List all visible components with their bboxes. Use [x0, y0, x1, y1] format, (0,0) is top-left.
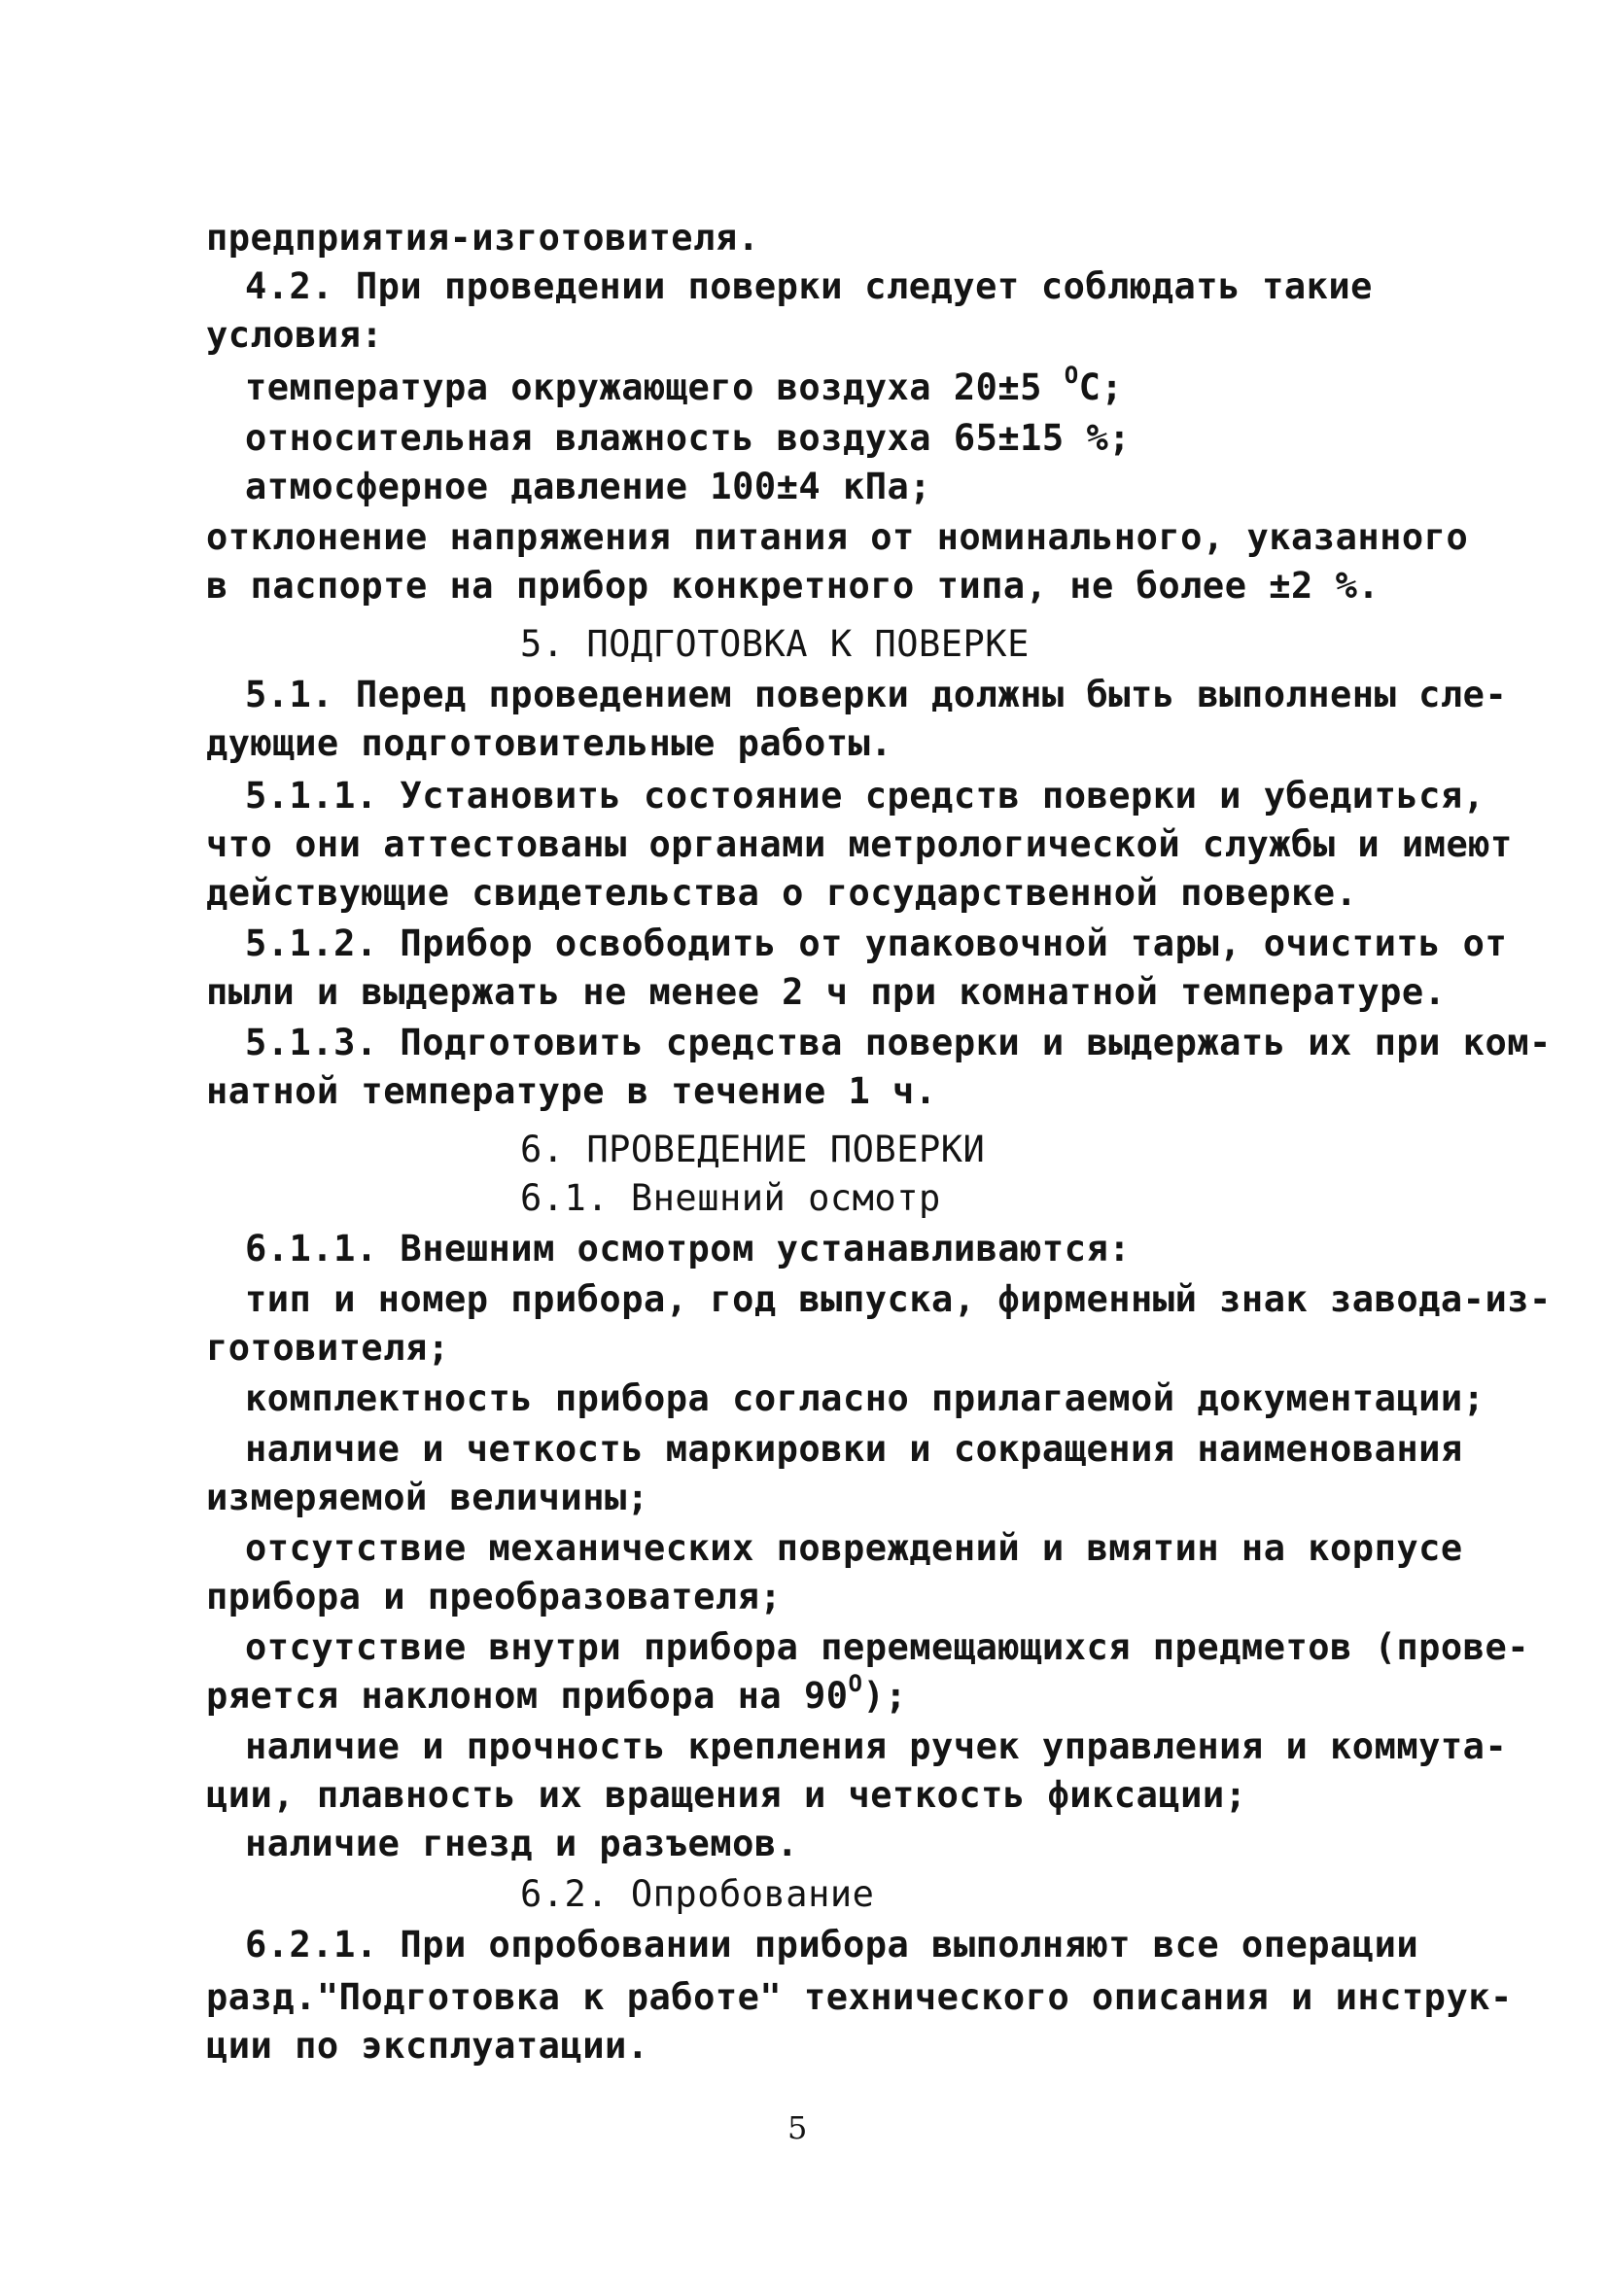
- text-line: тип и номер прибора, год выпуска, фирменный знак завода-из-: [245, 1278, 1552, 1320]
- text-line: наличие и прочность крепления ручек управления и коммута-: [245, 1725, 1508, 1767]
- text-line: готовителя;: [206, 1327, 450, 1369]
- text-line: ции по эксплуатации.: [206, 2025, 649, 2067]
- subsection-heading: 6.1. Внешний осмотр: [520, 1177, 941, 1219]
- text-line: действующие свидетельства о государственной поверке.: [206, 872, 1358, 914]
- text-line: условия:: [206, 314, 384, 356]
- text-line: [206, 1669, 908, 1719]
- text-line: отсутствие механических повреждений и вмятин на корпусе: [245, 1527, 1463, 1569]
- text-line: ции, плавность их вращения и четкость фиксации;: [206, 1774, 1247, 1816]
- text-line: в паспорте на прибор конкретного типа, не более ±2 %.: [206, 565, 1381, 607]
- degree-sign: O: [1064, 361, 1079, 389]
- degree-sign: O: [848, 1669, 863, 1697]
- text-fragment: ряется наклоном прибора на 90: [206, 1675, 849, 1717]
- text-line: наличие и четкость маркировки и сокращения наименования: [245, 1428, 1463, 1470]
- text-line: 5.1.1. Установить состояние средств поверки и убедиться,: [245, 775, 1486, 817]
- text-line: 5.1.3. Подготовить средства поверки и выдержать их при ком-: [245, 1022, 1552, 1063]
- section-heading: 6. ПРОВЕДЕНИЕ ПОВЕРКИ: [520, 1129, 986, 1170]
- text-line: наличие гнезд и разъемов.: [245, 1823, 799, 1864]
- page-number: 5: [787, 2109, 808, 2146]
- text-fragment: такие: [1262, 265, 1373, 307]
- text-line: предприятия-изготовителя.: [206, 217, 760, 259]
- text-line: комплектность прибора согласно прилагаемой документации;: [245, 1377, 1486, 1419]
- text-line: атмосферное давление 100±4 кПа;: [245, 466, 932, 507]
- text-line: 5.1.2. Прибор освободить от упаковочной тары, очистить от: [245, 922, 1508, 964]
- text-line: относительная влажность воздуха 65±15 %;: [245, 417, 1132, 459]
- section-heading: 5. ПОДГОТОВКА К ПОВЕРКЕ: [520, 623, 1030, 665]
- text-line: дующие подготовительные работы.: [206, 722, 893, 764]
- text-line: прибора и преобразователя;: [206, 1576, 783, 1618]
- subsection-heading: 6.2. Опробование: [520, 1873, 875, 1915]
- text-line: что они аттестованы органами метрологической службы и имеют: [206, 823, 1513, 865]
- text-line: 6.1.1. Внешним осмотром устанавливаются:: [245, 1228, 1132, 1270]
- text-line: измеряемой величины;: [206, 1477, 649, 1518]
- text-line: 6.2.1. При опробовании прибора выполняют все операции: [245, 1924, 1419, 1966]
- text-line: пыли и выдержать не менее 2 ч при комнатной температуре.: [206, 971, 1447, 1013]
- text-line: разд."Подготовка к работе" технического описания и инструк-: [206, 1976, 1513, 2018]
- text-fragment: );: [862, 1675, 908, 1717]
- text-fragment: температура окружающего воздуха 20±5: [245, 366, 1065, 408]
- text-line: отклонение напряжения питания от номинального, указанного: [206, 516, 1469, 558]
- text-line: [245, 264, 1373, 309]
- text-fragment: следует: [864, 265, 1020, 307]
- text-line: [245, 361, 1124, 410]
- text-fragment: соблюдать: [1040, 265, 1241, 307]
- text-line: 5.1. Перед проведением поверки должны быть выполнены сле-: [245, 674, 1508, 715]
- text-line: отсутствие внутри прибора перемещающихся предметов (прове-: [245, 1626, 1530, 1668]
- text-fragment: 4.2. При проведении поверки: [245, 265, 843, 307]
- text-fragment: C;: [1078, 366, 1124, 408]
- text-line: натной температуре в течение 1 ч.: [206, 1070, 937, 1112]
